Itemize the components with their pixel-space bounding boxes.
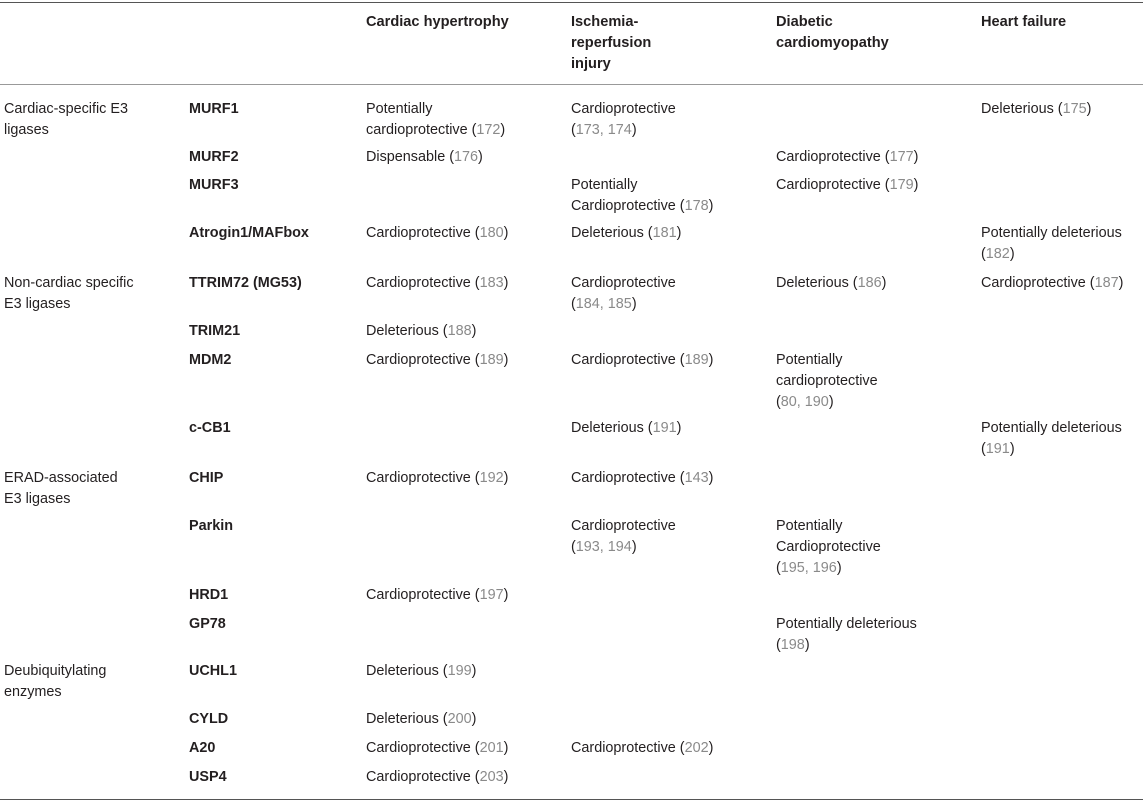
reference-link[interactable]: 198: [780, 637, 805, 653]
reference-link[interactable]: 183: [479, 275, 504, 291]
ligase-name: A20: [189, 740, 216, 756]
reference-link[interactable]: 195, 196: [780, 560, 837, 576]
group-label: ERAD-associated E3 ligases: [4, 470, 118, 507]
reference-link[interactable]: 186: [857, 275, 882, 291]
effect-cell: Cardioprotective (192): [366, 470, 509, 486]
reference-link[interactable]: 192: [479, 470, 504, 486]
effect-cell: Potentially cardioprotective (172): [366, 101, 506, 138]
reference-link[interactable]: 176: [454, 149, 479, 165]
effect-cell: Cardioprotective (202): [571, 740, 714, 756]
reference-link[interactable]: 181: [652, 225, 677, 241]
reference-link[interactable]: 201: [479, 740, 504, 756]
effect-cell: Cardioprotective (187): [981, 275, 1124, 291]
effect-cell: Cardioprotective (180): [366, 225, 509, 241]
ligase-name: TRIM21: [189, 323, 241, 339]
effect-cell: Deleterious (191): [571, 420, 682, 436]
table-header-rule: [0, 84, 1143, 85]
column-header-3: Ischemia- reperfusion injury: [571, 14, 652, 72]
reference-link[interactable]: 179: [889, 177, 914, 193]
ligase-name: CYLD: [189, 711, 229, 727]
ligase-name: MDM2: [189, 352, 232, 368]
reference-link[interactable]: 177: [889, 149, 914, 165]
effect-cell: Deleterious (186): [776, 275, 887, 291]
effect-cell: Cardioprotective (193, 194): [571, 518, 676, 555]
reference-link[interactable]: 175: [1062, 101, 1087, 117]
ligase-name: CHIP: [189, 470, 224, 486]
group-label: Non-cardiac specific E3 ligases: [4, 275, 134, 312]
effect-cell: Potentially deleterious (182): [981, 225, 1122, 262]
reference-link[interactable]: 188: [447, 323, 472, 339]
ligase-name: USP4: [189, 769, 227, 785]
reference-link[interactable]: 189: [684, 352, 709, 368]
table-bottom-rule: [0, 799, 1143, 800]
effect-cell: Potentially Cardioprotective (178): [571, 177, 714, 214]
reference-link[interactable]: 197: [479, 587, 504, 603]
reference-link[interactable]: 200: [447, 711, 472, 727]
effect-cell: Cardioprotective (197): [366, 587, 509, 603]
effect-cell: Cardioprotective (179): [776, 177, 919, 193]
ligase-name: GP78: [189, 616, 226, 632]
table-top-rule: [0, 2, 1143, 3]
effect-cell: Deleterious (199): [366, 663, 477, 679]
reference-link[interactable]: 187: [1094, 275, 1119, 291]
effect-cell: Cardioprotective (203): [366, 769, 509, 785]
effect-cell: Potentially deleterious (191): [981, 420, 1122, 457]
effect-cell: Deleterious (188): [366, 323, 477, 339]
ligase-name: c-CB1: [189, 420, 231, 436]
group-label: Cardiac-specific E3 ligases: [4, 101, 128, 138]
column-header-4: Diabetic cardiomyopathy: [776, 14, 889, 51]
reference-link[interactable]: 203: [479, 769, 504, 785]
group-label: Deubiquitylating enzymes: [4, 663, 107, 700]
reference-link[interactable]: 184, 185: [575, 296, 632, 312]
reference-link[interactable]: 180: [479, 225, 504, 241]
reference-link[interactable]: 199: [447, 663, 472, 679]
ligase-name: TTRIM72 (MG53): [189, 275, 302, 291]
reference-link[interactable]: 80, 190: [780, 394, 829, 410]
ligase-name: Atrogin1/MAFbox: [189, 225, 309, 241]
effect-cell: Cardioprotective (177): [776, 149, 919, 165]
reference-link[interactable]: 193, 194: [575, 539, 632, 555]
ligase-name: MURF3: [189, 177, 239, 193]
column-header-2: Cardiac hypertrophy: [366, 14, 509, 30]
ligase-name: MURF1: [189, 101, 239, 117]
ligase-name: Parkin: [189, 518, 233, 534]
effect-cell: Deleterious (175): [981, 101, 1092, 117]
effect-cell: Potentially deleterious (198): [776, 616, 917, 653]
reference-link[interactable]: 173, 174: [575, 122, 632, 138]
reference-link[interactable]: 172: [476, 122, 501, 138]
effect-cell: Cardioprotective (189): [571, 352, 714, 368]
effect-cell: Cardioprotective (143): [571, 470, 714, 486]
effect-cell: Cardioprotective (184, 185): [571, 275, 676, 312]
reference-link[interactable]: 182: [985, 246, 1010, 262]
effect-cell: Cardioprotective (189): [366, 352, 509, 368]
reference-link[interactable]: 191: [652, 420, 677, 436]
effect-cell: Deleterious (200): [366, 711, 477, 727]
effect-cell: Cardioprotective (173, 174): [571, 101, 676, 138]
effect-cell: Cardioprotective (201): [366, 740, 509, 756]
reference-link[interactable]: 191: [985, 441, 1010, 457]
effect-cell: Cardioprotective (183): [366, 275, 509, 291]
ligase-name: MURF2: [189, 149, 239, 165]
reference-link[interactable]: 178: [684, 198, 709, 214]
reference-link[interactable]: 189: [479, 352, 504, 368]
ligase-name: UCHL1: [189, 663, 237, 679]
effect-cell: Deleterious (181): [571, 225, 682, 241]
effect-cell: Potentially cardioprotective (80, 190): [776, 352, 878, 410]
effect-cell: Dispensable (176): [366, 149, 483, 165]
ligase-name: HRD1: [189, 587, 229, 603]
column-header-5: Heart failure: [981, 14, 1067, 30]
reference-link[interactable]: 143: [684, 470, 709, 486]
effect-cell: Potentially Cardioprotective (195, 196): [776, 518, 881, 576]
reference-link[interactable]: 202: [684, 740, 709, 756]
